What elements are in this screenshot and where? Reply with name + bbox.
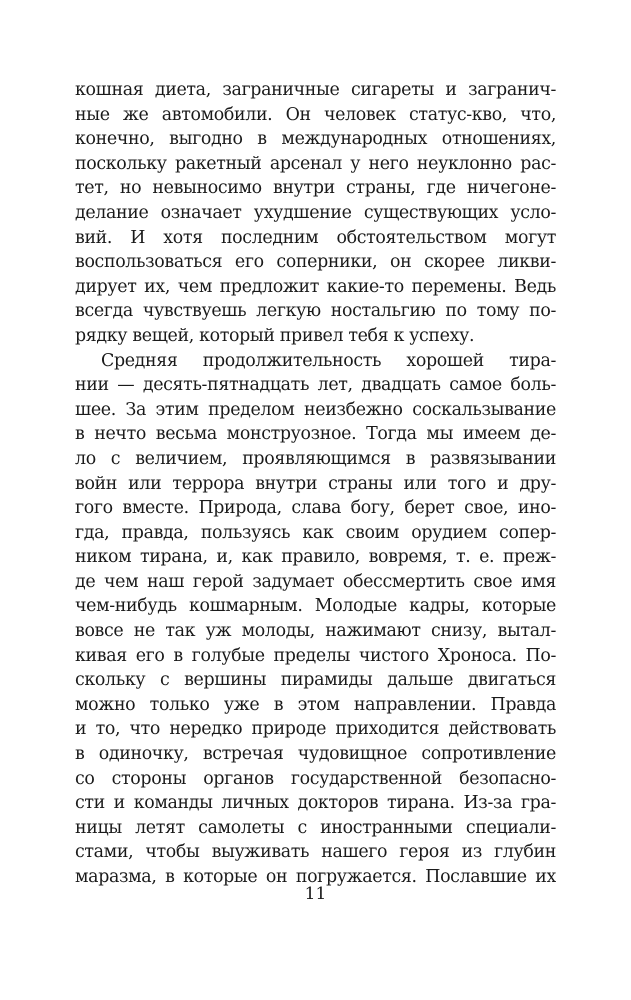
text-line: кошная диета, заграничные сигареты и загранич- [75,80,556,100]
text-line: гда, правда, пользуясь как своим орудием сопер- [75,522,556,543]
paragraph-2 [75,349,556,890]
text-line: маразма, в которые он погружается. Пославшие их [75,867,556,887]
text-line: шее. За этим пределом неизбежно соскальзывание [75,399,556,420]
text-line: можно только уже в этом направлении. Правда [75,694,556,715]
page-number: 11 [304,884,327,904]
text-line: и то, что нередко природе приходится действовать [75,719,556,740]
text-line: поскольку ракетный арсенал у него неуклонно рас- [75,153,556,174]
text-line: тет, но невыносимо внутри страны, где ничегоне- [75,178,556,199]
text-line: Средняя продолжительность хорошей тира- [101,350,556,371]
text-line: дирует их, чем предложит какие-то перемены. Ведь [75,276,556,297]
text-line: воспользоваться его соперники, он скорее ликви- [75,252,556,273]
text-line: ником тирана, и, как правило, вовремя, т. е. преж- [75,547,556,568]
text-line: сти и команды личных докторов тирана. Из-за гра- [75,793,556,814]
text-line: со стороны органов государственной безопасно- [75,768,556,789]
text-line: ные же автомобили. Он человек статус-кво, что, [75,104,556,125]
text-line: конечно, выгодно в международных отношениях, [75,129,556,150]
text-line: войн или террора внутри страны или того и дру- [75,473,556,494]
text-line: гого вместе. Природа, слава богу, берет свое, ино- [75,498,556,519]
text-line: вий. И хотя последним обстоятельством могут [75,227,556,248]
text-line: делание означает ухудшение существующих усло- [75,202,556,223]
text-line: кивая его в голубые пределы чистого Хроноса. По- [75,645,556,666]
text-line: вовсе не так уж молоды, нажимают снизу, вытал- [75,621,556,642]
text-line: ницы летят самолеты с иностранными специали- [75,817,556,838]
text-line: нии — десять-пятнадцать лет, двадцать самое боль- [75,375,556,396]
text-line: в нечто весьма монструозное. Тогда мы имеем де- [75,424,556,445]
text-line: чем-нибудь кошмарным. Молодые кадры, которые [75,596,556,617]
paragraph-1 [75,78,556,349]
text-line: ло с величием, проявляющимся в развязывании [75,448,556,469]
page-body-text [75,78,556,890]
text-line: стами, чтобы выуживать нашего героя из глубин [75,842,556,863]
text-line: в одиночку, встречая чудовищное сопротивление [75,744,556,765]
text-line: рядку вещей, который привел тебя к успеху. [75,325,475,346]
text-line: де чем наш герой задумает обессмертить свое имя [75,571,556,592]
text-line: всегда чувствуешь легкую ностальгию по тому по- [75,301,556,322]
text-line: скольку с вершины пирамиды дальше двигаться [75,670,556,691]
